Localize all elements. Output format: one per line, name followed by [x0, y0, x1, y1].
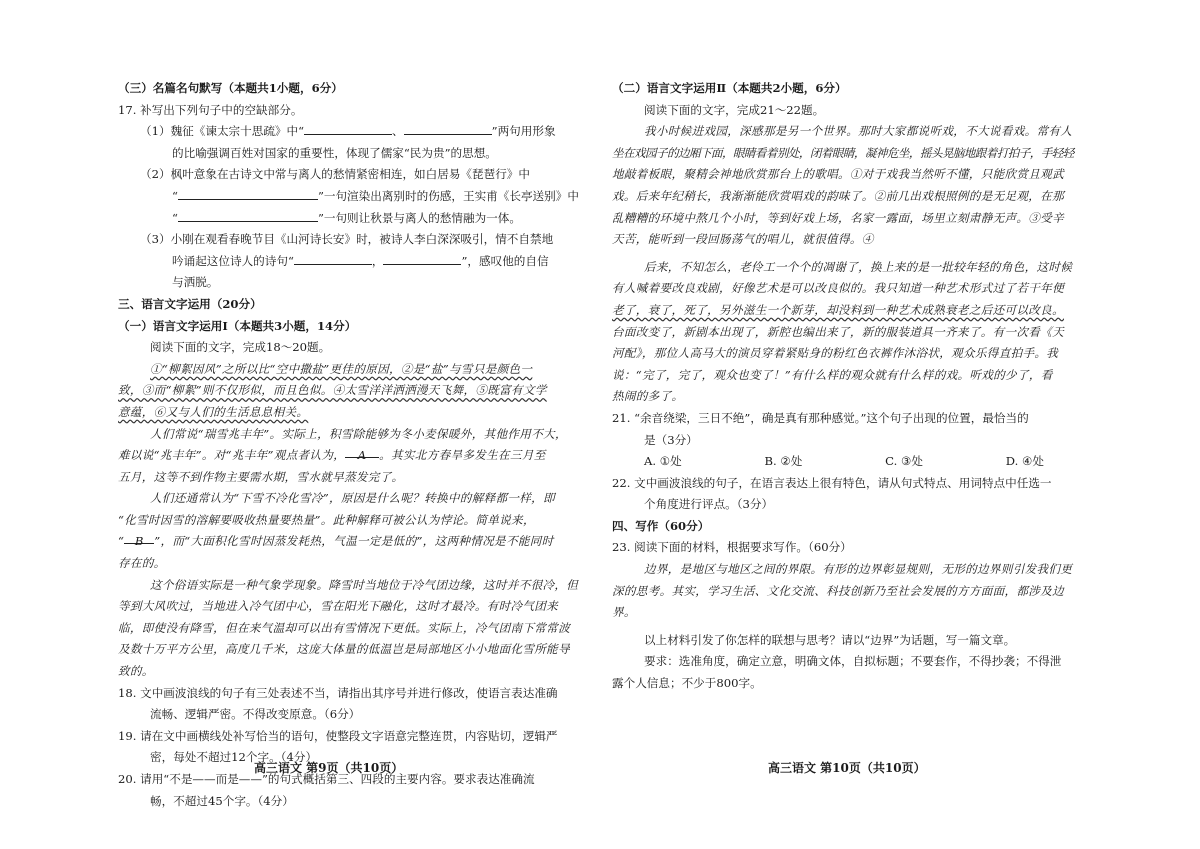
q17-part3-text: ”，感叹他的自信: [461, 253, 549, 268]
passage1-para3-line4: 存在的。: [118, 556, 166, 571]
material-line3: 界。: [612, 605, 636, 620]
q17-part2-line3: [118, 208, 580, 230]
passage-text: 。其实北方春旱多发生在三月至: [379, 448, 546, 463]
blank-b: B: [124, 531, 154, 544]
q17-part2-line2: [118, 186, 580, 208]
q17-part2-text: ”一句则让秋景与离人的愁情融为一体。: [317, 210, 521, 225]
passage2-para1-line3: 地敲着板眼，聚精会神地欣赏那台上的歌唱。①对于戏我当然听不懂，只能欣赏且观武: [612, 167, 1064, 182]
passage1-para3-line3: [118, 531, 580, 553]
passage1-para3-line1: 人们还通常认为“下雪不冷化雪冷”，原因是什么呢？转换中的解释都一样，即: [150, 491, 555, 506]
question-20-line2: 畅，不超过45个字。（4分）: [150, 793, 294, 808]
question-18-line1: 18. 文中画波浪线的句子有三处表述不当，请指出其序号并进行修改，使语言表达准确: [118, 685, 558, 700]
passage1-para1-line2: 致，③而“柳絮”则不仅形似，而且色似。④太雪洋洋洒洒漫天飞舞，⑤既富有文学: [118, 383, 547, 398]
passage-text: ”，而“大面积化雪时因蒸发耗热，气温一定是低的”，这两种情况是不能同时: [154, 534, 554, 549]
answer-blank: [383, 252, 461, 265]
separator: ，: [371, 253, 384, 268]
q17-part3-text: 吟诵起这位诗人的诗句“: [172, 253, 294, 268]
passage2-para1-line1: 我小时候进戏园，深感那是另一个世界。那时大家都说听戏，不大说看戏。常有人: [644, 124, 1073, 139]
passage2-para2-line7: 热闹的多了。: [612, 389, 684, 404]
passage1-para1-line1: ①“柳絮因风”之所以比“空中撒盐”更佳的原因，②是“盐”与雪只是颜色一: [150, 361, 533, 376]
separator: 、: [392, 124, 404, 139]
q17-part3-line2: [118, 251, 580, 273]
answer-blank: [178, 187, 318, 200]
question-20-line1: 20. 请用“不是——而是——”的句式概括第三、四段的主要内容。要求表达准确流: [118, 772, 535, 786]
material-line2: 深的思考。其实，学习生活、文化交流、科技创新乃至社会发展的方方面面，都涉及边: [612, 583, 1064, 598]
passage1-para2-line3: 五月，这等不到作物主要需水期，雪水就早蒸发完了。: [118, 469, 404, 484]
blank-a: A: [345, 445, 379, 458]
passage2-para1-line4: 戏。后来年纪稍长，我渐渐能欣赏唱戏的韵味了。②前几出戏根照例的是无足观，在那: [612, 188, 1064, 203]
reading-instruction-1: 阅读下面的文字，完成18～20题。: [150, 340, 331, 355]
answer-blank: [304, 122, 392, 135]
passage1-para4-line1: 这个俗语实际是一种气象学现象。降雪时当地位于冷气团边缘，这时并不很冷，但: [150, 577, 579, 592]
passage2-para2-line5: 河配》，那位人高马大的演员穿着紧贴身的粉红色衣裤作沐浴状，观众乐得直拍手。我: [612, 346, 1059, 361]
passage2-para1-line5: 乱糟糟的环境中熬几个小时，等到好戏上场，名家一露面，场里立刻肃静无声。③受辛: [612, 210, 1064, 225]
passage1-para3-line2: “化雪时因雪的溶解要吸收热量要热量”。此种解释可被公认为悖论。简单说来，: [118, 512, 535, 527]
part3-heading: 三、语言文字运用（20分）: [118, 296, 262, 311]
requirements-line2: 露个人信息；不少于800字。: [612, 676, 762, 691]
page-footer-right: 高三语文 第10页（共10页）: [768, 761, 926, 775]
question-21-options: [612, 451, 1084, 473]
question-19-line1: 19. 请在文中画横线处补写恰当的语句，使整段文字语意完整连贯，内容贴切，逻辑严: [118, 728, 558, 743]
q17-part1-line1: [118, 121, 580, 143]
q17-part3-line1: （3）小刚在观看春晚节目《山河诗长安》时，被诗人李白深深吸引，情不自禁地: [140, 232, 554, 247]
question-21-line2: 是（3分）: [644, 432, 698, 447]
passage2-para2-line2: 有人喊着要改良戏剧，好像艺术是可以改良似的。我只知道一种艺术形式过了若干年便: [612, 281, 1064, 296]
passage2-para2-line6: 说：“完了，完了，观众也变了！”有什么样的观众就有什么样的戏。听戏的少了，看: [612, 367, 1053, 382]
passage1-para2-line2: [118, 445, 580, 467]
answer-blank: [178, 209, 318, 222]
passage2-para1-line6: 天苦，能听到一段回肠荡气的唱儿，就很值得。④: [612, 232, 874, 247]
passage1-para2-line1: 人们常说“瑞雪兆丰年”。实际上，积雪除能够为冬小麦保暖外，其他作用不大，: [150, 426, 567, 441]
subsection2-heading: （二）语言文字运用Ⅱ（本题共2小题，6分）: [612, 81, 847, 95]
passage2-para2-line4: 台面改变了，新剧本出现了，新腔也编出来了，新的服装道具一齐来了。有一次看《天: [612, 324, 1064, 339]
right-page: [612, 78, 1084, 695]
writing-prompt: 以上材料引发了你怎样的联想与思考？请以“边界”为话题，写一篇文章。: [644, 632, 1016, 647]
quote-mark: “: [172, 188, 178, 203]
left-page: [118, 78, 580, 812]
question-18-line2: 流畅、逻辑严密。不得改变原意。（6分）: [150, 707, 361, 722]
material-line1: 边界，是地区与地区之间的界限。有形的边界彰显规则，无形的边界则引发我们更: [644, 562, 1073, 577]
passage2-para2-line3: 老了，衰了，死了，另外滋生一个新芽，却没料到一种艺术成熟衰老之后还可以改良。: [612, 302, 1064, 317]
question-23: 23. 阅读下面的材料，根据要求写作。（60分）: [612, 540, 852, 555]
subsection1-heading: （一）语言文字运用Ⅰ（本题共3小题，14分）: [118, 318, 357, 333]
q17-part2-text: ”一句渲染出离别时的伤感，王实甫《长亭送别》中: [317, 188, 579, 203]
option-b: B. ②处: [764, 454, 803, 469]
passage1-para1-line3: 意蕴，⑥又与人们的生活息息相关。: [118, 404, 309, 419]
part4-heading: 四、写作（60分）: [612, 518, 710, 533]
q17-part1-line2: 的比喻强调百姓对国家的重要性，体现了儒家“民为贵”的思想。: [172, 145, 497, 160]
question-22-line2: 个角度进行评点。（3分）: [644, 497, 774, 512]
passage2-para2-line1: 后来，不知怎么，老伶工一个个的凋谢了，换上来的是一批较年轻的角色，这时候: [644, 259, 1073, 274]
passage1-para4-line5: 致的。: [118, 664, 154, 679]
option-c: C. ③处: [885, 454, 923, 469]
question-22-line1: 22. 文中画波浪线的句子，在语言表达上很有特色，请从句式特点、用词特点中任选一: [612, 475, 1052, 490]
passage1-para4-line3: 临，即使没有降雪，但在来气温却可以出有雪情况下更低。实际上，冷气团南下常常波: [118, 620, 570, 635]
option-a: A. ①处: [644, 454, 682, 469]
quote-mark: “: [172, 210, 178, 225]
question-21-line1: 21. “余音绕梁，三日不绝”，确是真有那种感觉。”这个句子出现的位置，最恰当的: [612, 410, 1029, 425]
q17-part2-line1: （2）枫叶意象在古诗文中常与离人的愁情紧密相连，如白居易《琵琶行》中: [140, 167, 530, 182]
passage2-para1-line2: 坐在戏园子的边厢下面，眼睛看着别处，闭着眼睛，凝神危坐，摇头晃脑地跟着打拍子，手轻轻: [612, 145, 1074, 160]
answer-blank: [404, 122, 492, 135]
requirements-line1: 要求：选准角度，确定立意，明确文体，自拟标题；不要套作，不得抄袭；不得泄: [644, 654, 1062, 669]
option-d: D. ④处: [1005, 454, 1044, 469]
reading-instruction-2: 阅读下面的文字，完成21～22题。: [644, 102, 825, 117]
answer-blank: [294, 252, 372, 265]
passage-text: 难以说“兆丰年”。对“兆丰年”观点者认为，: [118, 448, 346, 463]
q17-part1-text: （1）魏征《谏太宗十思疏》中“: [140, 124, 305, 139]
page-footer-left: 高三语文 第9页（共10页）: [254, 761, 404, 775]
question-17: 17. 补写出下列句子中的空缺部分。: [118, 102, 303, 117]
q17-part3-line3: 与洒脱。: [172, 275, 219, 290]
q17-part1-text: ”两句用形象: [491, 124, 556, 139]
passage1-para4-line4: 及数十万平方公里，高度几千米，这庞大体量的低温岂是局部地区小小地面化雪所能导: [118, 642, 570, 657]
passage1-para4-line2: 等到大风吹过，当地进入冷气团中心，雪在阳光下融化，这时才最冷。有时冷气团来: [118, 599, 559, 614]
question-19-line2: 密，每处不超过12个字。（4分）: [150, 750, 318, 765]
section3-heading: （三）名篇名句默写（本题共1小题，6分）: [118, 81, 343, 95]
quote-mark: “: [118, 534, 125, 549]
